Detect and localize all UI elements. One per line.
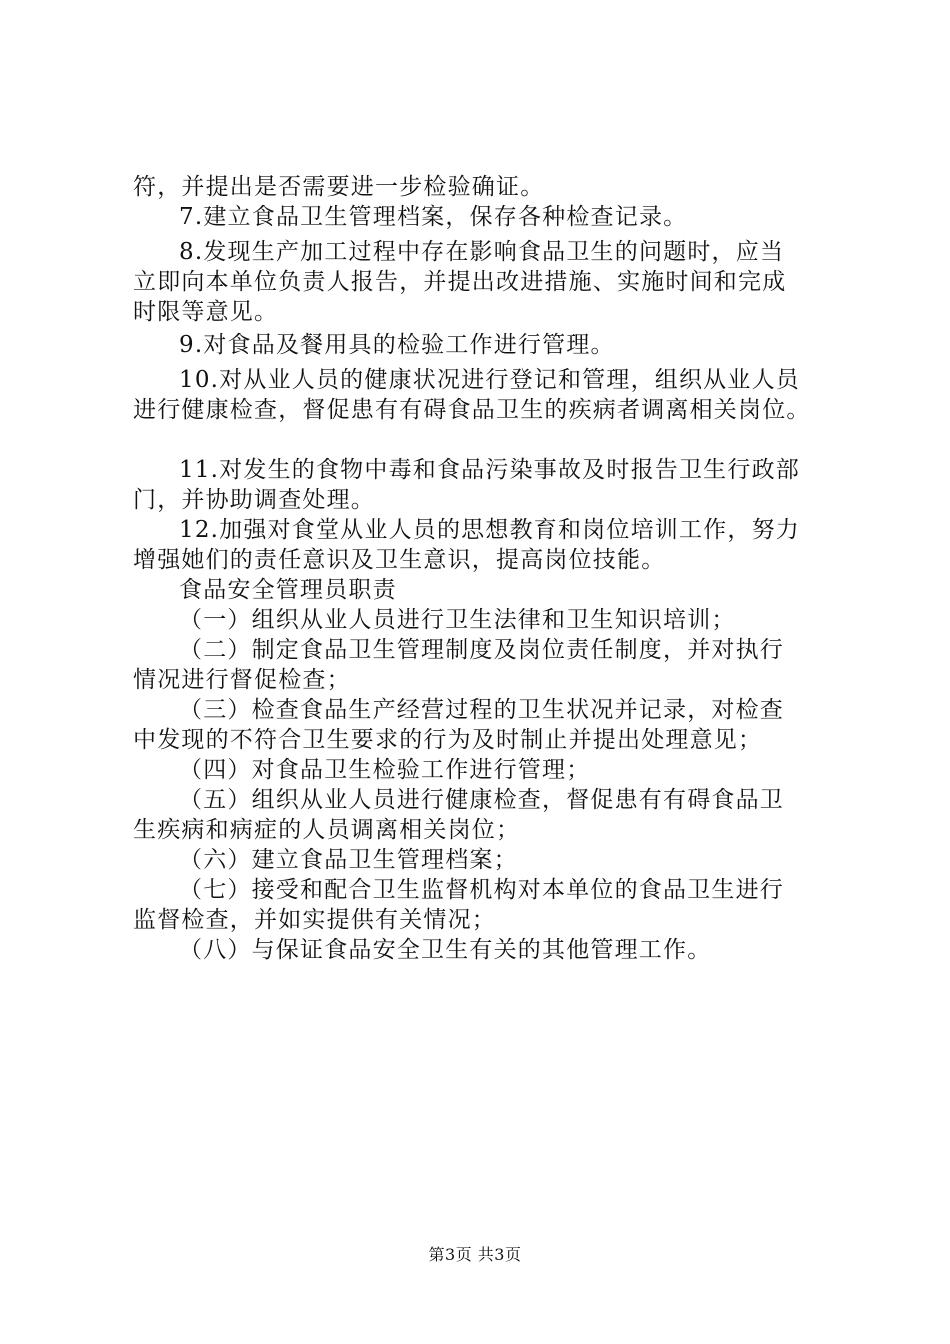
page-number-footer: 第3页 共3页	[428, 1245, 522, 1264]
text-line: 时限等意见。	[133, 299, 279, 325]
text-line: 12.加强对食堂从业人员的思想教育和岗位培训工作，努力	[179, 517, 800, 543]
text-line: （八）与保证食品安全卫生有关的其他管理工作。	[179, 937, 712, 963]
text-line: （一）组织从业人员进行卫生法律和卫生知识培训；	[179, 607, 736, 633]
text-line: （六）建立食品卫生管理档案；	[179, 847, 518, 873]
text-line: （三）检查食品生产经营过程的卫生状况并记录，对检查	[179, 697, 784, 723]
text-line: 增强她们的责任意识及卫生意识，提高岗位技能。	[133, 547, 666, 573]
text-line: （五）组织从业人员进行健康检查，督促患有有碍食品卫	[179, 787, 784, 813]
text-line: 11.对发生的食物中毒和食品污染事故及时报告卫生行政部	[179, 457, 800, 483]
text-line: 情况进行督促检查；	[133, 667, 351, 693]
text-line: 进行健康检查，督促患有有碍食品卫生的疾病者调离相关岗位。	[133, 397, 811, 423]
text-line: 符，并提出是否需要进一步检验确证。	[133, 174, 545, 200]
text-line: 10.对从业人员的健康状况进行登记和管理，组织从业人员	[179, 367, 800, 393]
text-line: （七）接受和配合卫生监督机构对本单位的食品卫生进行	[179, 877, 784, 903]
text-line: 监督检查，并如实提供有关情况；	[133, 907, 496, 933]
section-heading: 食品安全管理员职责	[179, 577, 397, 603]
text-line: 门，并协助调查处理。	[133, 487, 375, 513]
text-line: 生疾病和病症的人员调离相关岗位；	[133, 817, 521, 843]
text-line: 8.发现生产加工过程中存在影响食品卫生的问题时，应当	[179, 239, 785, 265]
text-line: 7.建立食品卫生管理档案，保存各种检查记录。	[179, 204, 688, 230]
text-line: （二）制定食品卫生管理制度及岗位责任制度，并对执行	[179, 637, 784, 663]
text-line: 立即向本单位负责人报告，并提出改进措施、实施时间和完成	[133, 269, 787, 295]
text-line: 9.对食品及餐用具的检验工作进行管理。	[179, 332, 615, 358]
text-line: （四）对食品卫生检验工作进行管理；	[179, 757, 591, 783]
text-line: 中发现的不符合卫生要求的行为及时制止并提出处理意见；	[133, 727, 763, 753]
